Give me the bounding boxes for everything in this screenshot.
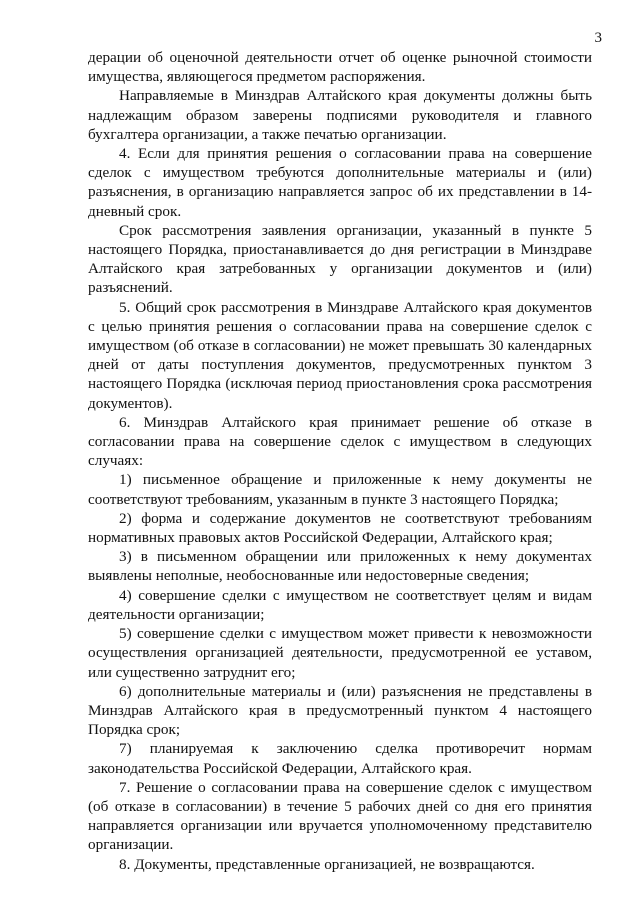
list-item-refusal-2: 2) форма и содержание документов не соответствуют требованиям нормативных правовых актов Российской Федерации, Алтайского края; — [88, 509, 592, 547]
paragraph-document-certification: Направляемые в Минздрав Алтайского края документы должны быть надлежащим образом заверены подписями руководителя и главного бухгалтера организации, а также печатью организации. — [88, 87, 592, 143]
document-body — [88, 48, 592, 874]
list-item-refusal-1: 1) письменное обращение и приложенные к нему документы не соответствуют требованиям, указанным в пункте 3 настоящего Порядка; — [88, 471, 592, 508]
paragraph-item-6: 6. Минздрав Алтайского края принимает решение об отказе в согласовании права на совершение сделок с имуществом в следующих случаях: — [88, 413, 592, 470]
list-item-refusal-5: 5) совершение сделки с имуществом может привести к невозможности осуществления организацией деятельности, предусмотренной ее уставом, или существенно затруднит его; — [88, 625, 592, 681]
list-item-refusal-4: 4) совершение сделки с имуществом не соответствует целям и видам деятельности организации; — [88, 586, 592, 623]
page-number: 3 — [594, 30, 602, 46]
paragraph-item-8: 8. Документы, представленные организацией, не возвращаются. — [119, 855, 535, 873]
paragraph-review-suspension: Срок рассмотрения заявления организации, указанный в пункте 5 настоящего Порядка, приостанавливается до дня регистрации в Минздраве Алтайского края затребованных у организации документов и (или) разъяснений. — [88, 221, 592, 297]
paragraph-item-5: 5. Общий срок рассмотрения в Минздраве Алтайского края документов с целью принятия решения о согласовании права на совершение сделок с имуществом (об отказе в согласовании) не может превышать 30 календарных дней от даты поступления документов, предусмотренных пунктом 3 настоящего Порядка (исключая период приостановления срока рассмотрения документов). — [88, 298, 592, 412]
list-item-refusal-3: 3) в письменном обращении или приложенных к нему документах выявлены неполные, необоснованные или недостоверные сведения; — [88, 548, 592, 585]
list-item-refusal-7: 7) планируемая к заключению сделка противоречит нормам законодательства Российской Федерации, Алтайского края. — [88, 740, 592, 777]
list-item-refusal-6: 6) дополнительные материалы и (или) разъяснения не представлены в Минздрав Алтайского края в предусмотренный пунктом 4 настоящего Порядка срок; — [88, 682, 592, 739]
paragraph-item-4: 4. Если для принятия решения о согласовании права на совершение сделок с имуществом требуются дополнительные материалы и (или) разъяснения, в организацию направляется запрос об их представлении в 14-дневный срок. — [88, 145, 592, 220]
paragraph-item-7: 7. Решение о согласовании права на совершение сделок с имуществом (об отказе в согласовании) в течение 5 рабочих дней со дня его принятия направляется организации или вручается уполномоченному представителю организации. — [88, 778, 592, 854]
paragraph-continuation: дерации об оценочной деятельности отчет об оценке рыночной стоимости имущества, являющегося предметом распоряжения. — [88, 49, 592, 86]
